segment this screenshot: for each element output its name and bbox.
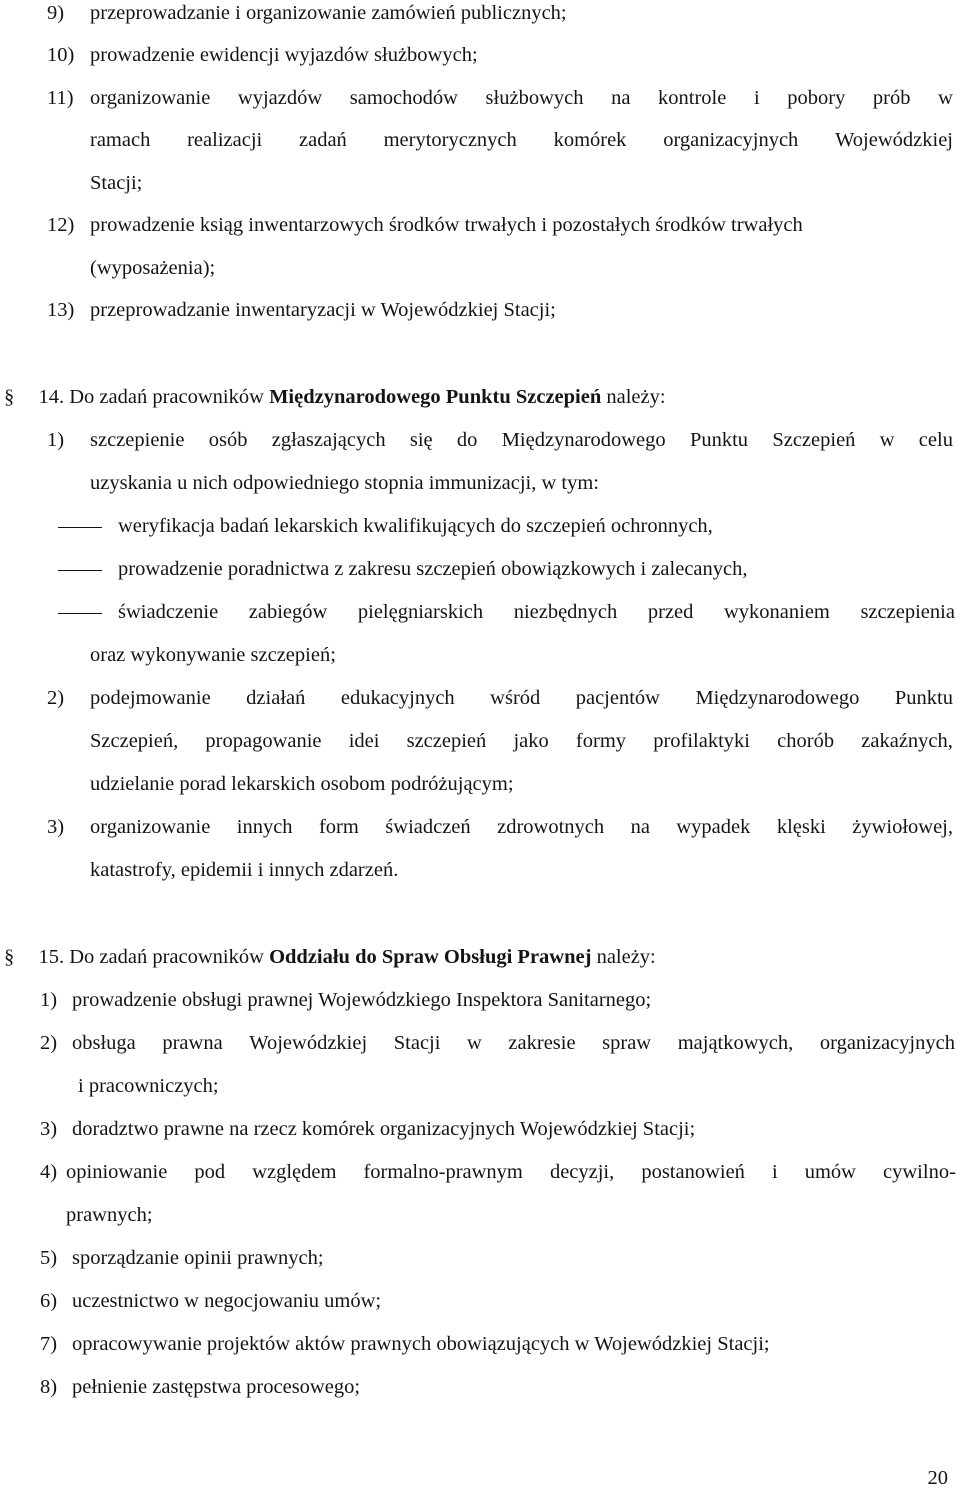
section-number: 15.: [38, 946, 65, 968]
list-item-number: 9): [47, 2, 65, 24]
list-item-text-line: organizowanie wyjazdów samochodów służbowych na kontrole i pobory prób w: [90, 87, 953, 109]
section-number: 14.: [38, 386, 65, 408]
section-intro-end: należy:: [606, 386, 666, 408]
list-item-text-line: podejmowanie działań edukacyjnych wśród pacjentów Międzynarodowego Punktu: [90, 687, 953, 709]
list-item-text-line: szczepienie osób zgłaszających się do Międzynarodowego Punktu Szczepień w celu: [90, 429, 953, 451]
dash-bullet: [58, 527, 102, 528]
sub-item-text: weryfikacja badań lekarskich kwalifikujących do szczepień ochronnych,: [118, 515, 713, 537]
list-item-number: 5): [40, 1247, 58, 1269]
section-intro: Do zadań pracowników: [69, 946, 264, 968]
list-item-text: pełnienie zastępstwa procesowego;: [72, 1376, 361, 1398]
list-item-number: 13): [47, 299, 75, 321]
unit-name: Oddziału do Spraw Obsługi Prawnej: [269, 946, 592, 968]
list-item-text: przeprowadzanie inwentaryzacji w Wojewódzkiej Stacji;: [90, 299, 556, 321]
sub-item-text-line: oraz wykonywanie szczepień;: [90, 644, 336, 666]
list-item-number: 8): [40, 1376, 58, 1398]
section-heading: [4, 944, 656, 970]
list-item-text: prowadzenie obsługi prawnej Wojewódzkiego Inspektora Sanitarnego;: [72, 989, 652, 1011]
list-item-text-line: i pracowniczych;: [78, 1075, 219, 1097]
dash-bullet: [58, 570, 102, 571]
sub-item-text-line: świadczenie zabiegów pielęgniarskich niezbędnych przed wykonaniem szczepienia: [118, 601, 955, 623]
section-intro: Do zadań pracowników: [69, 386, 264, 408]
list-item-number: 10): [47, 44, 75, 66]
list-item-number: 1): [47, 429, 65, 451]
list-item-text-line: (wyposażenia);: [90, 257, 216, 279]
list-item-text: opracowywanie projektów aktów prawnych obowiązujących w Wojewódzkiej Stacji;: [72, 1333, 770, 1355]
list-item-text-line: Szczepień, propagowanie idei szczepień jako formy profilaktyki chorób zakaźnych,: [90, 730, 953, 752]
list-item-text-line: prowadzenie ksiąg inwentarzowych środków trwałych i pozostałych środków trwałych: [90, 214, 803, 236]
list-item-number: 7): [40, 1333, 58, 1355]
list-item-number: 2): [47, 687, 65, 709]
page-number: 20: [927, 1467, 948, 1489]
list-item-text-line: prawnych;: [66, 1204, 153, 1226]
list-item-text: przeprowadzanie i organizowanie zamówień publicznych;: [90, 2, 567, 24]
list-item-text-line: Stacji;: [90, 172, 143, 194]
list-item-text-line: uzyskania u nich odpowiedniego stopnia immunizacji, w tym:: [90, 472, 599, 494]
list-item-text-line: udzielanie porad lekarskich osobom podróżującym;: [90, 773, 514, 795]
paragraph-sign: §: [4, 386, 15, 408]
list-item-text: prowadzenie ewidencji wyjazdów służbowych;: [90, 44, 478, 66]
list-item-text-line: organizowanie innych form świadczeń zdrowotnych na wypadek klęski żywiołowej,: [90, 816, 953, 838]
list-item-number: 2): [40, 1032, 58, 1054]
list-item-number: 6): [40, 1290, 58, 1312]
unit-name: Międzynarodowego Punktu Szczepień: [269, 386, 602, 408]
list-item-number: 11): [47, 87, 74, 109]
list-item-text-line: ramach realizacji zadań merytorycznych komórek organizacyjnych Wojewódzkiej: [90, 129, 953, 151]
list-item-number: 3): [47, 816, 65, 838]
list-item-text: doradztwo prawne na rzecz komórek organizacyjnych Wojewódzkiej Stacji;: [72, 1118, 696, 1140]
list-item-text-line: opiniowanie pod względem formalno-prawnym decyzji, postanowień i umów cywilno-: [66, 1161, 956, 1183]
dash-bullet: [58, 613, 102, 614]
sub-item-text: prowadzenie poradnictwa z zakresu szczepień obowiązkowych i zalecanych,: [118, 558, 748, 580]
list-item-text: sporządzanie opinii prawnych;: [72, 1247, 324, 1269]
list-item-number: 1): [40, 989, 58, 1011]
list-item-text: uczestnictwo w negocjowaniu umów;: [72, 1290, 382, 1312]
list-item-number: 3): [40, 1118, 58, 1140]
list-item-text-line: obsługa prawna Wojewódzkiej Stacji w zakresie spraw majątkowych, organizacyjnych: [72, 1032, 955, 1054]
list-item-number: 12): [47, 214, 75, 236]
section-intro-end: należy:: [596, 946, 656, 968]
list-item-text-line: katastrofy, epidemii i innych zdarzeń.: [90, 859, 399, 881]
section-heading: [4, 384, 666, 410]
paragraph-sign: §: [4, 946, 15, 968]
list-item-number: 4): [40, 1161, 58, 1183]
